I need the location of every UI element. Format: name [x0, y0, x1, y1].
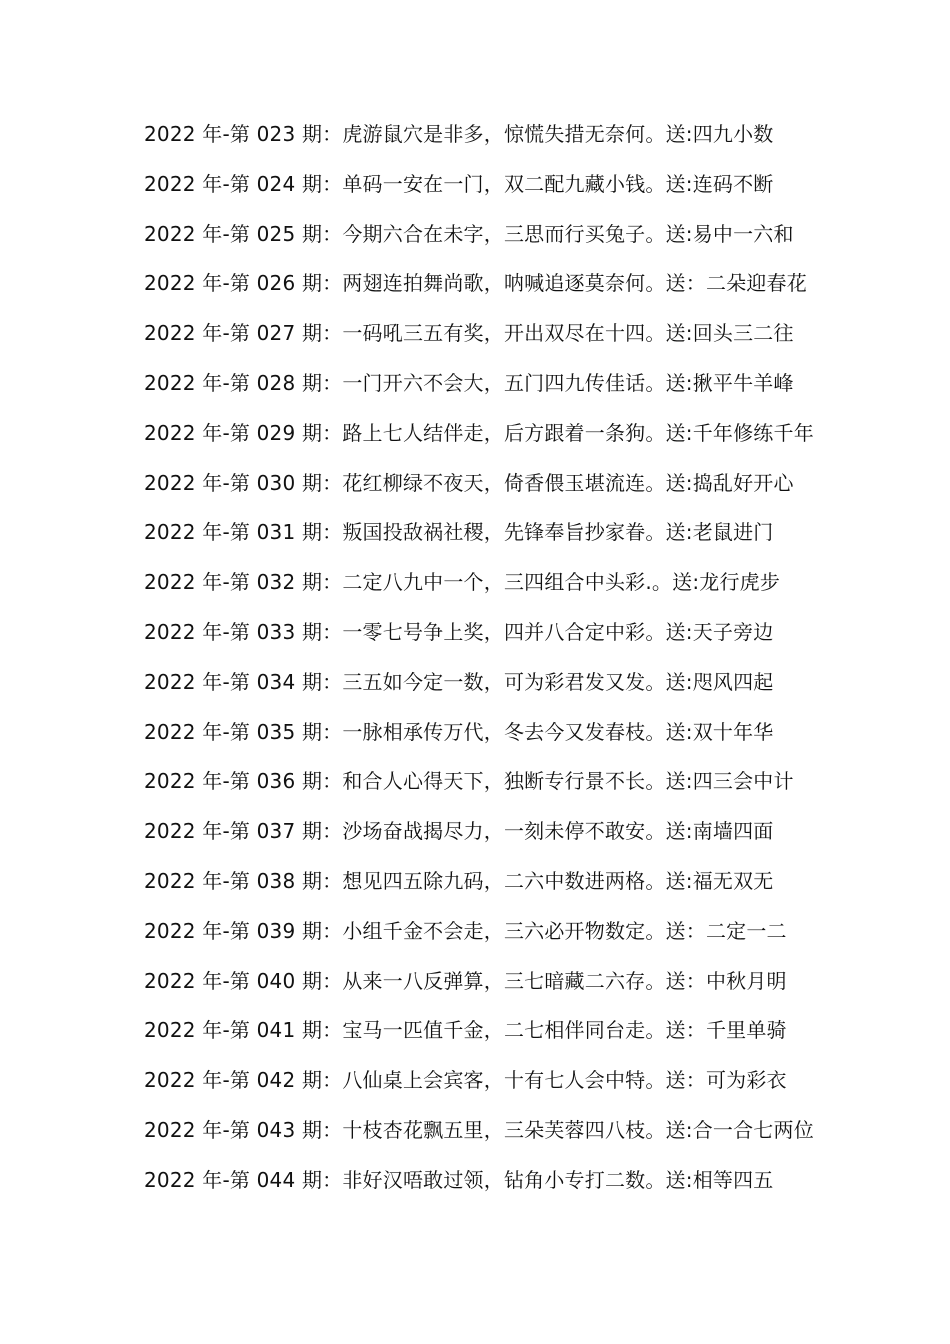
list-item: 2022 年-第 044 期：非好汉唔敢过领，钻角小专打二数。送:相等四五 [144, 1167, 774, 1192]
list-item: 2022 年-第 043 期：十枝杏花飘五里，三朵芙蓉四八枝。送:合一合七两位 [144, 1117, 814, 1142]
list-item: 2022 年-第 035 期：一脉相承传万代，冬去今又发春枝。送:双十年华 [144, 719, 774, 744]
list-item: 2022 年-第 039 期：小组千金不会走，三六必开物数定。送：二定一二 [144, 918, 787, 943]
list-item: 2022 年-第 023 期：虎游鼠穴是非多，惊慌失措无奈何。送:四九小数 [144, 122, 774, 146]
list-item: 2022 年-第 026 期：两翅连拍舞尚歌，呐喊追逐莫奈何。送：二朵迎春花 [144, 271, 807, 296]
list-item: 2022 年-第 025 期：今期六合在未字，三思而行买兔子。送:易中一六和 [144, 221, 794, 246]
list-item: 2022 年-第 027 期：一码吼三五有奖，开出双尽在十四。送:回头三二往 [144, 321, 794, 346]
list-item: 2022 年-第 037 期：沙场奋战揭尽力，一刻未停不敢安。送:南墙四面 [144, 819, 774, 844]
list-item: 2022 年-第 042 期：八仙桌上会宾客，十有七人会中特。送：可为彩衣 [144, 1068, 787, 1093]
list-item: 2022 年-第 028 期：一门开六不会大，五门四九传佳话。送:揪平牛羊峰 [144, 370, 794, 395]
list-item: 2022 年-第 024 期：单码一安在一门，双二配九藏小钱。送:连码不断 [144, 171, 774, 196]
list-item: 2022 年-第 032 期：二定八九中一个，三四组合中头彩.。送:龙行虎步 [144, 570, 781, 595]
prediction-list [144, 116, 844, 1212]
list-item: 2022 年-第 031 期：叛国投敌祸社稷，先锋奉旨抄家眷。送:老鼠进门 [144, 520, 774, 545]
list-item: 2022 年-第 041 期：宝马一匹值千金，二七相伴同台走。送：千里单骑 [144, 1018, 787, 1043]
list-item: 2022 年-第 034 期：三五如今定一数，可为彩君发又发。送:咫风四起 [144, 669, 774, 694]
list-item: 2022 年-第 029 期：路上七人结伴走，后方跟着一条狗。送:千年修练千年 [144, 420, 814, 445]
list-item: 2022 年-第 038 期：想见四五除九码，二六中数进两格。送:福无双无 [144, 868, 774, 893]
list-item: 2022 年-第 040 期：从来一八反弹算，三七暗藏二六存。送：中秋月明 [144, 968, 787, 993]
list-item: 2022 年-第 033 期：一零七号争上奖，四并八合定中彩。送:天子旁边 [144, 619, 774, 644]
list-item: 2022 年-第 036 期：和合人心得天下，独断专行景不长。送:四三会中计 [144, 769, 794, 794]
list-item: 2022 年-第 030 期：花红柳绿不夜天，倚香偎玉堪流连。送:捣乱好开心 [144, 470, 794, 495]
